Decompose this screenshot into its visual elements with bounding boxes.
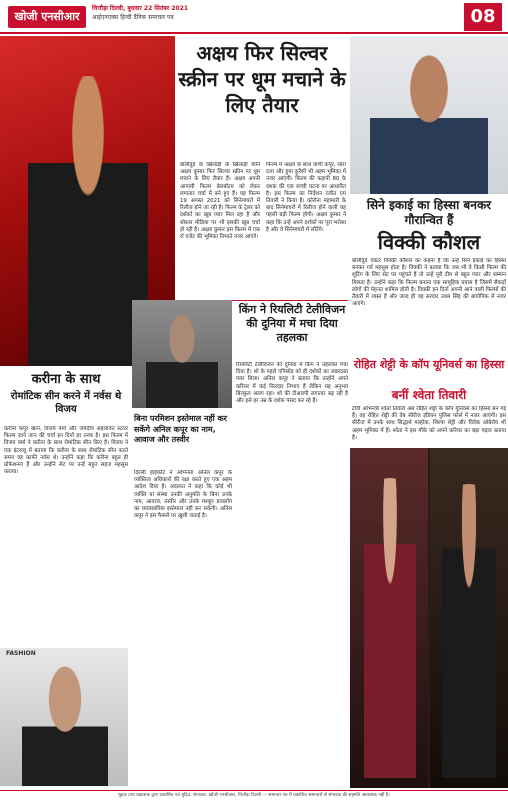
costar-figure — [442, 484, 496, 778]
anil-subheadline: बिना परमिशन इस्तेमाल नहीं कर सकेंगे अनिल कपूर का नाम, आवाज और तस्वीर — [134, 414, 227, 444]
shweta-body: टीवी अभिनेत्री श्वेता तिवारी अब रोहित शेट्टी के कॉप यूनिवर्स का हिस्सा बन गई हैं। वह रोहित शेट्टी की वेब सीरीज इंडियन पुलिस फोर्स में नजर आएंगी। इस सीरीज में उनके साथ सिद्धार्थ मल्होत्रा, शिल्पा शेट्टी और विवेक ओबेरॉय भी अहम भूमिका में हैं। श्वेता ने इस मौके को अपने करियर का बड़ा पड़ाव बताया है। — [352, 406, 506, 441]
anil-body-col2: रियलिटी टेलीविजन की दुनिया में किंग ने तहलका मचा दिया है। शो के पहले एपिसोड को ही दर्शकों का जबरदस्त प्यार मिला। अनिल कपूर ने बताया कि उन्होंने अपने करियर में कई किरदार निभाए हैं लेकिन यह अनुभव बिल्कुल अलग रहा। शो की टीआरपी लगातार बढ़ रही है और इसे हर उम्र के दर्शक पसंद कर रहे हैं। — [236, 362, 348, 405]
vicky-figure — [370, 48, 488, 194]
vicky-kaushal-photo — [350, 36, 508, 194]
masthead — [0, 0, 508, 34]
vijay-body: करीना कपूर खान, विजय वर्मा और जयदीप अहलावत स्टारर फिल्म जाने जान की चर्चा इन दिनों हर तरफ है। इस फिल्म में विजय वर्मा ने करीना के साथ रोमांटिक सीन किए हैं। विजय ने एक इंटरव्यू में बताया कि करीना के साथ रोमांटिक सीन करते समय वह काफी नर्वस थे। उन्होंने कहा कि करीना बहुत ही प्रोफेशनल हैं और उन्होंने सेट पर उन्हें बहुत सहज महसूस कराया। — [4, 426, 128, 476]
shweta-figure — [364, 478, 416, 778]
page-number: 08 — [464, 3, 502, 31]
anil-figure — [146, 306, 218, 408]
akshay-body-col2: फिल्म में अक्षय के साथ वाणी कपूर, लारा दत्ता और हुमा कुरैशी भी अहम भूमिका में नजर आएंगी। फिल्म की कहानी 80 के दशक की एक सच्ची घटना पर आधारित है। इस फिल्म का निर्देशन रंजीत एम तिवारी ने किया है। कोरोना महामारी के बाद सिनेमाघरों में रिलीज होने वाली यह पहली बड़ी फिल्म होगी। अक्षय कुमार ने कहा कि उन्हें अपने दर्शकों पर पूरा भरोसा है और वे सिनेमाघरों में लौटेंगे। — [266, 162, 346, 233]
newspaper-logo: खोजी एनसीआर — [8, 6, 86, 28]
akshay-body-col1: बॉलीवुड के खिलाड़ी के खिलाड़ी यानि अक्षय कुमार फिर सिल्वर स्क्रीन पर धूम मचाने के लिए तैयार हैं। अक्षय अपनी आगामी फिल्म बेलबॉटम को लेकर लगातार चर्चा में बने हुए हैं। यह फिल्म 19 अगस्त 2021 को सिनेमाघरों में रिलीज होने जा रही है। फिल्म के ट्रेलर को दर्शकों का खूब प्यार मिल रहा है और सोशल मीडिया पर भी इसकी खूब चर्चा हो रही है। अक्षय कुमार इस फिल्म में एक रॉ एजेंट की भूमिका निभाते नजर आएंगे। — [180, 162, 260, 241]
vijay-varma-photo — [0, 648, 128, 786]
shweta-headline-bottom: बनीं श्वेता तिवारी — [391, 388, 467, 402]
dateline: चित्तौड़ा दिल्ली, बुधवार 22 सितंबर 2021 — [92, 5, 189, 12]
vijay-figure — [22, 662, 108, 786]
vicky-headline-top: सिने इकाई का हिस्सा बनकर गौरान्वित हैं — [366, 198, 492, 227]
shweta-tiwari-photo — [350, 448, 508, 788]
shweta-headline-top: रोहित शेट्टी के कॉप यूनिवर्स का हिस्सा — [353, 358, 505, 371]
edition-line: आईएनएक्स हिन्दी दैनिक समाचार पत्र — [92, 14, 174, 21]
masthead-info — [92, 4, 392, 22]
vijay-headline-bottom: रोमांटिक सीन करने में नर्वस थे विजय — [10, 391, 122, 415]
vijay-headline-top: करीना के साथ — [31, 372, 101, 387]
anil-body-col1: दिल्ली हाईकोर्ट ने अभिनेता अनिल कपूर के व्यक्तित्व अधिकारों की रक्षा करते हुए एक अहम आदेश दिया है। अदालत ने कहा कि कोई भी व्यक्ति या संस्था उनकी अनुमति के बिना उनके नाम, आवाज, तस्वीर और उनके मशहूर डायलॉग का व्यावसायिक इस्तेमाल नहीं कर सकेगी। अनिल कपूर ने इस फैसले पर खुशी जताई है। — [134, 470, 232, 520]
photo-caption: FASHION — [6, 650, 36, 657]
anil-headline: किंग ने रियलिटी टेलीविजन की दुनिया में मचा दिया तहलका — [238, 303, 346, 344]
vicky-headline-name: विक्की कौशल — [377, 230, 481, 254]
imprint-footer: मुद्रक तथा प्रकाशक द्वारा प्रकाशित एवं मुद्रित, संपादक: खोजी एनसीआर, चित्तौड़ा दिल्ली — समाचार पत्र में प्रकाशित समाचारों से संपादक की सहमति आवश्यक नहीं है। — [0, 790, 508, 800]
vicky-body: बॉलीवुड एक्टर विक्की कौशल का कहना है कि उन्हें सिने इकाई का हिस्सा बनकर गर्व महसूस होता है। विक्की ने बताया कि जब भी वे किसी फिल्म की शूटिंग के लिए सेट पर पहुंचते हैं तो उन्हें पूरी टीम से बहुत प्यार और सम्मान मिलता है। उन्होंने कहा कि फिल्म बनाना एक सामूहिक प्रयास है जिसमें सैकड़ों लोगों की मेहनत शामिल होती है। विक्की इन दिनों अपनी आने वाली फिल्मों की तैयारी में व्यस्त हैं और जल्द ही वह सरदार उधम सिंह की बायोपिक में नजर आएंगे। — [352, 258, 506, 308]
anil-kapoor-photo — [132, 300, 232, 408]
akshay-headline: अक्षय फिर सिल्वर स्क्रीन पर धूम मचाने के लिए तैयार — [178, 41, 346, 117]
akshay-figure — [28, 76, 148, 366]
